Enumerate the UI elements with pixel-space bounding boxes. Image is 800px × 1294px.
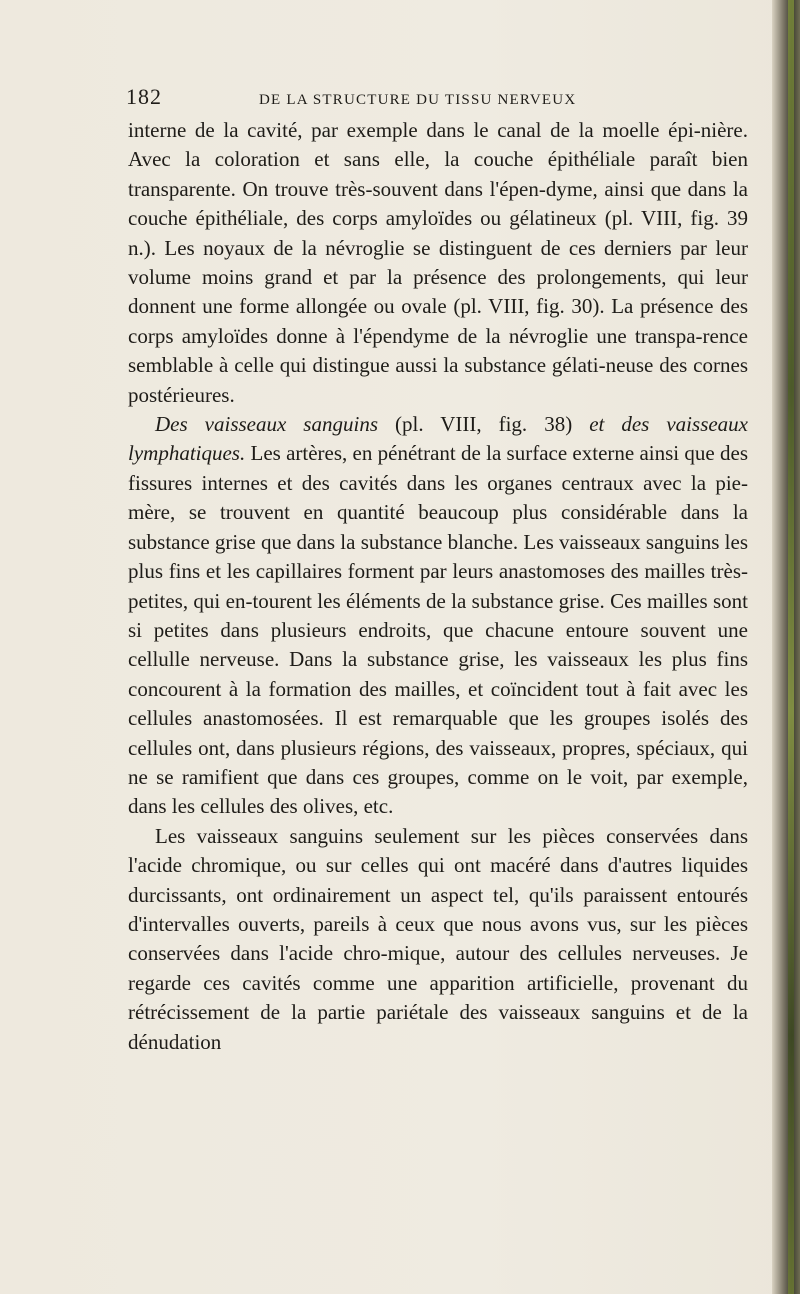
paragraph-vessels-text: Les artères, en pénétrant de la surface externe ainsi que des fissures internes et des cavités dans les organes centraux avec la pie-mère, se trouvent en quantité beaucoup plus considérable dans la substance grise que dans la substance blanche. Les vaisseaux sanguins les plus fins et les capillaires forment par leurs anastomoses des mailles très-petites, qui en-tourent les éléments de la substance grise. Ces mailles sont si petites dans plusieurs endroits, que chacune entoure souvent une cellulle nerveuse. Dans la substance grise, les vaisseaux les plus fins concourent à la formation des mailles, et coïncident tout à fait avec les cellules anastomosées. Il est remarquable que les groupes isolés des cellules ont, dans plusieurs régions, des vaisseaux, propres, spéciaux, qui ne se ramifient que dans ces groupes, comme on le voit, par exemple, dans les cellules des olives, etc. [128,441,748,819]
running-title: DE LA STRUCTURE DU TISSU NERVEUX [259,92,577,108]
body-text [128,116,748,1057]
book-spine-stripe [788,0,794,1294]
paragraph-chromic-acid: Les vaisseaux sanguins seulement sur les pièces conservées dans l'acide chromique, ou sur celles qui ont macéré dans d'autres liquides durcissants, ont ordinairement un aspect tel, qu'ils paraissent entourés d'intervalles ouverts, pareils à ceux que nous avons vus, sur les pièces conservées dans l'acide chro-mique, autour des cellules nerveuses. Je regarde ces cavités comme une apparition artificielle, provenant du rétrécissement de la partie pariétale des vaisseaux sanguins et de la dénudation [128,823,748,1054]
section-heading-lymphatic-vessels: et des vaisseaux lymphatiques. [128,412,749,466]
paragraph-vessels [128,410,748,822]
paragraph-ependyma: interne de la cavité, par exemple dans le canal de la moelle épi-nière. Avec la coloration et sans elle, la couche épithéliale paraît bien transparente. On trouve très-souvent dans l'épen-dyme, ainsi que dans la couche épithéliale, des corps amyloïdes ou gélatineux (pl. VIII, fig. 39 n.). Les noyaux de la névroglie se distinguent de ces derniers par leur volume moins grand et par la présence des prolongements, qui leur donnent une forme allongée ou ovale (pl. VIII, fig. 30). La présence des corps amyloïdes donne à l'épendyme de la névroglie une transpa-rence semblable à celle qui distingue aussi la substance gélati-neuse des cornes postérieures. [128,118,748,407]
page-number: 182 [126,84,162,109]
plate-reference: (pl. VIII, fig. 38) [378,412,590,437]
book-spine-edge [772,0,800,1294]
section-heading-blood-vessels: Des vaisseaux sanguins [155,412,378,437]
page-header [126,84,746,114]
